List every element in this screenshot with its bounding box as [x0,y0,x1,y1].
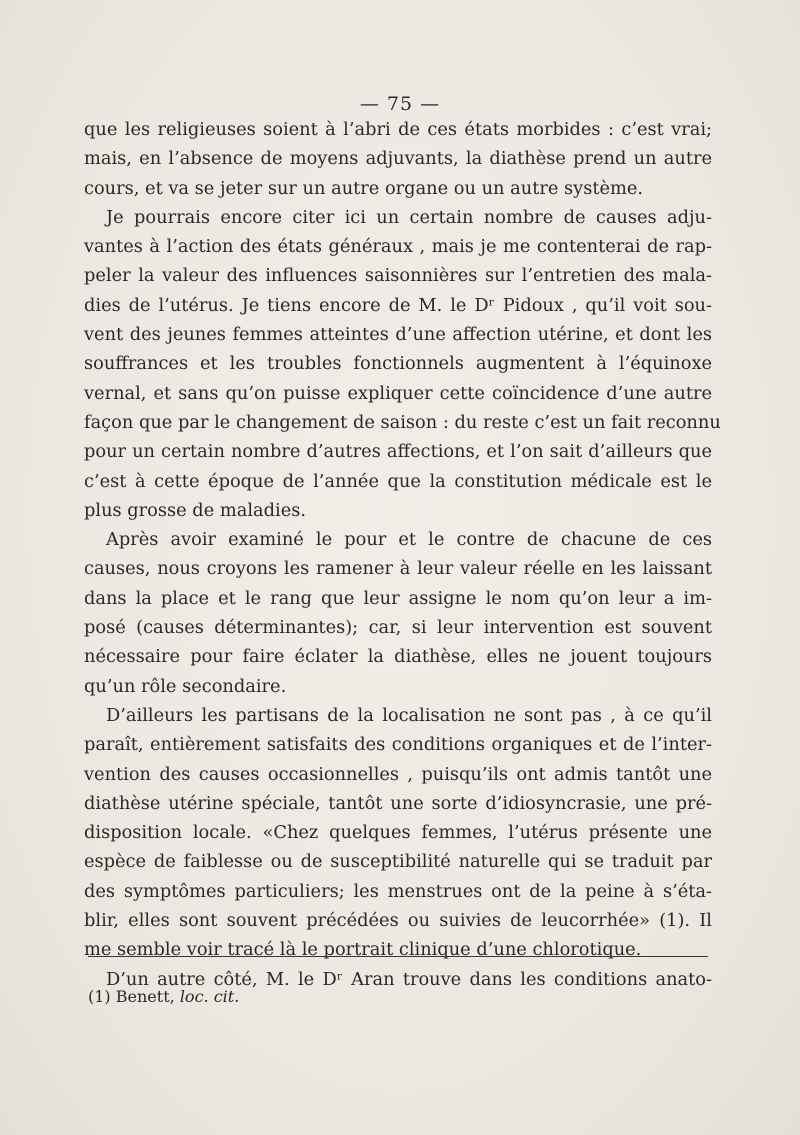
footnote-marker: (1) [88,987,111,1006]
text-line: blir, elles sont souvent précédées ou suivies de leucorrhée» (1). Il [84,910,712,932]
text-line: disposition locale. «Chez quelques femmes, l’utérus présente une [84,822,712,844]
footnote-author: Benett, [115,987,175,1006]
text-line: façon que par le changement de saison : du reste c’est un fait reconnu [84,411,721,433]
text-line: causes, nous croyons les ramener à leur valeur réelle en les laissant [84,558,712,580]
text-line: espèce de faiblesse ou de susceptibilité naturelle qui se traduit par [84,851,712,873]
text-line: Après avoir examiné le pour et le contre de chacune de ces [106,529,712,551]
text-line: diathèse utérine spéciale, tantôt une sorte d’idiosyncrasie, une pré- [84,792,712,814]
text-line: dans la place et le rang que leur assigne le nom qu’on leur a im- [84,587,712,609]
body-text [84,115,721,994]
text-line: vention des causes occasionnelles , puisqu’ils ont admis tantôt une [84,763,712,785]
text-line: D’ailleurs les partisans de la localisation ne sont pas , à ce qu’il [106,704,712,726]
page-number: — 75 — [359,93,441,115]
text-line: peler la valeur des influences saisonnières sur l’entretien des mala- [84,265,712,287]
text-line: pour un certain nombre d’autres affections, et l’on sait d’ailleurs que [84,441,712,463]
text-line: posé (causes déterminantes); car, si leur intervention est souvent [84,617,712,639]
footnote [88,987,239,1006]
text-line: cours, et va se jeter sur un autre organe ou un autre système. [84,177,644,199]
footnote-reference: loc. cit. [179,987,240,1006]
text-line: que les religieuses soient à l’abri de ces états morbides : c’est vrai; [84,119,712,140]
text-line: paraît, entièrement satisfaits des conditions organiques et de l’inter- [84,734,712,756]
text-line: D’un autre côté, M. le Dʳ Aran trouve dans les conditions anato- [106,968,712,990]
text-line: souffrances et les troubles fonctionnels augmentent à l’équinoxe [84,353,712,375]
text-line: me semble voir tracé là le portrait clinique d’une chlorotique. [84,939,642,961]
text-line: vent des jeunes femmes atteintes d’une affection utérine, et dont les [84,324,712,346]
text-line: c’est à cette époque de l’année que la constitution médicale est le [84,470,712,492]
footnote-divider [88,956,708,957]
text-line: vernal, et sans qu’on puisse expliquer cette coïncidence d’une autre [84,382,712,404]
text-line: mais, en l’absence de moyens adjuvants, la diathèse prend un autre [84,148,712,170]
text-line: nécessaire pour faire éclater la diathèse, elles ne jouent toujours [84,646,712,668]
text-line: Je pourrais encore citer ici un certain nombre de causes adju- [106,206,712,228]
text-line: vantes à l’action des états généraux , mais je me contenterai de rap- [84,236,712,258]
text-line: dies de l’utérus. Je tiens encore de M. le Dʳ Pidoux , qu’il voit sou- [84,294,712,316]
text-line: des symptômes particuliers; les menstrues ont de la peine à s’éta- [84,880,712,902]
text-line: qu’un rôle secondaire. [84,675,287,697]
text-line: plus grosse de maladies. [84,499,306,521]
